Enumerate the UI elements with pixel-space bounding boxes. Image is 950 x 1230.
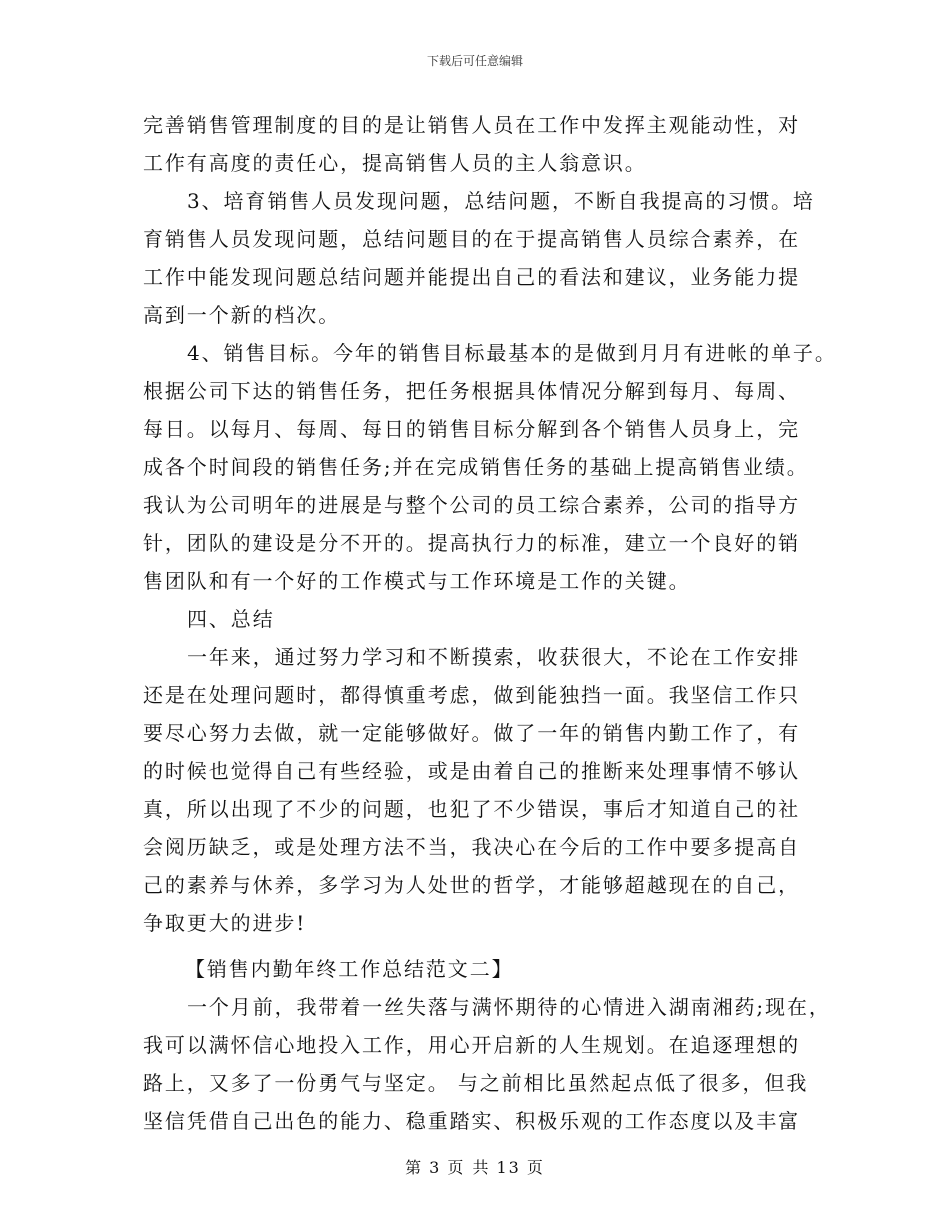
section-heading: 【销售内勤年终工作总结范文二】: [185, 957, 514, 981]
text-line: 会阅历缺乏，或是处理方法不当，我决心在今后的工作中要多提高自: [143, 835, 800, 859]
text-line: 还是在处理问题时，都得慎重考虑，做到能独挡一面。我坚信工作只: [143, 683, 800, 707]
text-line: 根据公司下达的销售任务，把任务根据具体情况分解到每月、每周、: [143, 379, 800, 403]
footer-middle: 页 共: [447, 1158, 491, 1177]
text-line: 我认为公司明年的进展是与整个公司的员工综合素养，公司的指导方: [143, 493, 800, 517]
footer-suffix: 页: [526, 1158, 545, 1177]
text-line: 完善销售管理制度的目的是让销售人员在工作中发挥主观能动性，对: [143, 113, 800, 137]
text-line: 我可以满怀信心地投入工作，用心开启新的人生规划。在追逐理想的: [143, 1033, 800, 1057]
text-line: 一年来，通过努力学习和不断摸索，收获很大，不论在工作安排: [187, 645, 801, 669]
text-line: 的时候也觉得自己有些经验，或是由着自己的推断来处理事情不够认: [143, 759, 800, 783]
page-footer: [0, 1155, 950, 1178]
text-line: 真，所以出现了不少的问题，也犯了不少错误，事后才知道自己的社: [143, 797, 800, 821]
text-line: 要尽心努力去做，就一定能够做好。做了一年的销售内勤工作了，有: [143, 721, 800, 745]
text-line: 4、销售目标。今年的销售目标最基本的是做到月月有进帐的单子。: [187, 341, 837, 365]
text-line: 路上，又多了一份勇气与坚定。 与之前相比虽然起点低了很多，但我: [143, 1071, 809, 1095]
text-line: 己的素养与休养，多学习为人处世的哲学，才能够超越现在的自己，: [143, 873, 800, 897]
text-line: 每日。以每月、每周、每日的销售目标分解到各个销售人员身上，完: [143, 417, 800, 441]
text-line: 四、总结: [187, 607, 275, 631]
footer-total-pages: 13: [496, 1158, 521, 1177]
body-text: [143, 106, 837, 1140]
paragraph-block-1: [143, 106, 837, 942]
text-line: 售团队和有一个好的工作模式与工作环境是工作的关键。: [143, 569, 691, 593]
text-line: 一个月前，我带着一丝失落与满怀期待的心情进入湖南湘药;现在，: [187, 995, 831, 1019]
text-line: 坚信凭借自己出色的能力、稳重踏实、积极乐观的工作态度以及丰富: [143, 1109, 800, 1133]
text-line: 育销售人员发现问题，总结问题目的在于提高销售人员综合素养，在: [143, 227, 800, 251]
text-line: 工作有高度的责任心，提高销售人员的主人翁意识。: [143, 151, 647, 175]
text-line: 成各个时间段的销售任务;并在完成销售任务的基础上提高销售业绩。: [143, 455, 809, 479]
text-line: 针，团队的建设是分不开的。提高执行力的标准，建立一个良好的销: [143, 531, 800, 555]
text-line: 高到一个新的档次。: [143, 303, 341, 327]
text-line: 争取更大的进步!: [143, 911, 307, 935]
footer-prefix: 第: [405, 1158, 424, 1177]
text-line: 工作中能发现问题总结问题并能提出自己的看法和建议，业务能力提: [143, 265, 800, 289]
page-header: 下载后可任意编辑: [426, 54, 523, 68]
paragraph-block-2: [143, 988, 831, 1140]
footer-page-number: 3: [429, 1158, 442, 1177]
text-line: 3、培育销售人员发现问题，总结问题，不断自我提高的习惯。培: [187, 189, 815, 213]
